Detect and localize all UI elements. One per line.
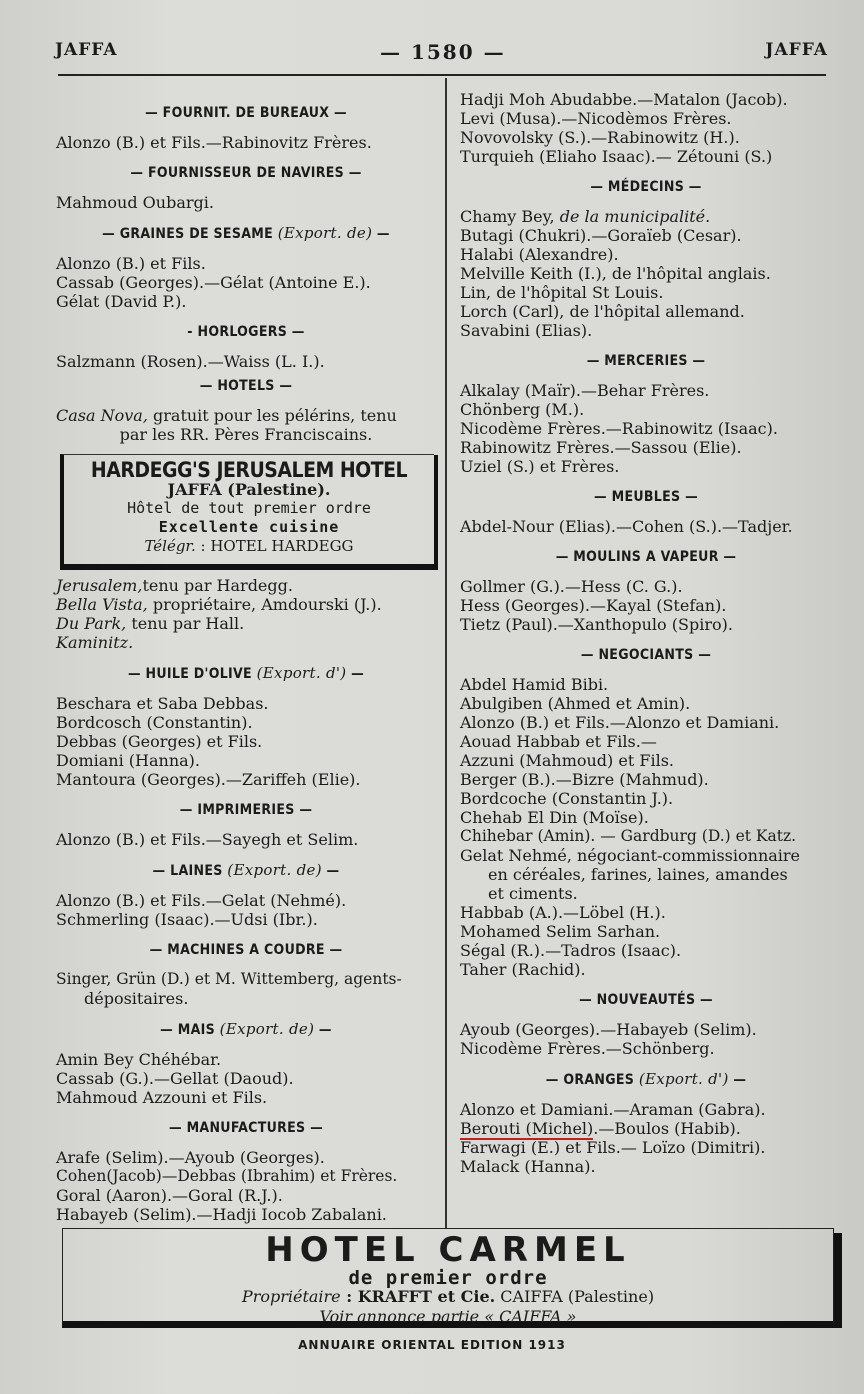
hotel-carmel-ad — [62, 1228, 834, 1328]
ad-cuisine: Excellente cuisine — [158, 518, 340, 536]
entry-line: Domiani (Hanna). — [56, 751, 201, 770]
section-title: — NOUVEAUTÉS — — [579, 992, 713, 1008]
entry-line: Ségal (R.).—Tadros (Isaac). — [460, 941, 682, 960]
section-subtitle: (Export. de) — [219, 1020, 315, 1038]
entry-line: Mahmoud Oubargi. — [56, 193, 214, 212]
entry-text: propriétaire, Amdourski (J.). — [147, 595, 382, 614]
ad-telegraph — [64, 537, 434, 556]
entry-line: Rabinowitz Frères.—Sassou (Elie). — [460, 438, 742, 457]
section-title: — IMPRIMERIES — — [179, 802, 313, 818]
entry-line: Schmerling (Isaac).—Udsi (Ibr.). — [56, 910, 318, 929]
ad-shadow-bar — [834, 1233, 842, 1328]
entry-text: Chamy Bey, — [460, 207, 555, 226]
entry-line: Nicodème Frères.—Rabinowitz (Isaac). — [460, 419, 778, 438]
entry-line — [56, 633, 436, 652]
section-title: — MÉDECINS — — [590, 179, 702, 195]
entry-line — [460, 207, 832, 226]
entry-line: Bordcoche (Constantin J.). — [460, 789, 674, 808]
entry-line: Alonzo (B.) et Fils. — [56, 254, 206, 273]
entry-line: Levi (Musa).—Nicodèmos Frères. — [460, 109, 732, 128]
ad-owner-line — [63, 1287, 833, 1307]
section-dash: — — [728, 1072, 747, 1088]
entry-line: Beschara et Saba Debbas. — [56, 694, 269, 713]
section-title: — MACHINES A COUDRE — — [149, 942, 343, 958]
section-dash: — — [321, 863, 340, 879]
ad-tagline: Hôtel de tout premier ordre — [127, 499, 371, 517]
entry-line: Novovolsky (S.).—Rabinowitz (H.). — [460, 128, 740, 147]
entry-line: Savabini (Elias). — [460, 321, 593, 340]
ad-title: HARDEGG'S JERUSALEM HOTEL — [90, 458, 408, 482]
entry-line: Turquieh (Eliaho Isaac).— Zétouni (S.) — [460, 147, 773, 166]
entry-line: Berger (B.).—Bizre (Mahmud). — [460, 770, 709, 789]
entry-line: Habayeb (Selim).—Hadji Iocob Zabalani. — [56, 1205, 387, 1224]
entry-line: et ciments. — [488, 884, 578, 903]
entry-line: Tietz (Paul).—Xanthopulo (Spiro). — [460, 615, 733, 634]
entry-line — [56, 595, 436, 614]
ad-title: HOTEL CARMEL — [265, 1230, 631, 1270]
section-title: — MANUFACTURES — — [168, 1120, 323, 1136]
entry-line: Lin, de l'hôpital St Louis. — [460, 283, 664, 302]
ad-shadow-bar — [434, 455, 438, 570]
entry-line — [460, 1119, 832, 1138]
entry-line: Alkalay (Maïr).—Behar Frères. — [460, 381, 710, 400]
entry-line: Cassab (Georges).—Gélat (Antoine E.). — [56, 273, 371, 292]
entry-text: .—Boulos (Habib). — [593, 1119, 741, 1138]
section-title-text: — LAINES — [152, 863, 223, 879]
section-title: — FOURNIT. DE BUREAUX — — [145, 105, 347, 121]
entry-line: par les RR. Pères Franciscains. — [119, 425, 373, 444]
entry-note: de la municipalité. — [554, 207, 711, 226]
entry-text: gratuit pour les pélérins, tenu — [147, 406, 397, 425]
entry-line: Hess (Georges).—Kayal (Stefan). — [460, 596, 727, 615]
highlighted-name: Berouti (Michel) — [460, 1119, 594, 1138]
section-title — [56, 664, 436, 684]
section-subtitle: (Export. de) — [227, 861, 322, 879]
right-column — [460, 90, 832, 1176]
header-rule — [58, 74, 826, 76]
entry-line: Uziel (S.) et Frères. — [460, 457, 620, 476]
entry-line: Hadji Moh Abudabbe.—Matalon (Jacob). — [460, 90, 788, 109]
section-title: — MEUBLES — — [594, 489, 698, 505]
entry-text: tenu par Hall. — [126, 614, 245, 633]
hardegg-hotel-ad — [60, 454, 434, 570]
hotel-name: Du Park, — [56, 614, 127, 633]
entry-line: dépositaires. — [84, 989, 189, 1008]
entry-line: Alonzo (B.) et Fils.—Alonzo et Damiani. — [460, 713, 780, 732]
section-title: — NEGOCIANTS — — [580, 647, 712, 663]
section-subtitle: (Export. d') — [256, 664, 347, 682]
ad-owner-label: Propriétaire — [241, 1287, 341, 1306]
entry-line: Abdel-Nour (Elias).—Cohen (S.).—Tadjer. — [460, 517, 793, 536]
entry-line: Chönberg (M.). — [460, 400, 585, 419]
entry-line: Ayoub (Georges).—Habayeb (Selim). — [460, 1020, 757, 1039]
entry-line: Mahmoud Azzouni et Fils. — [56, 1088, 268, 1107]
entry-line: Singer, Grün (D.) et M. Wittemberg, agents- — [56, 970, 402, 988]
section-title-text: — MAIS — [160, 1022, 215, 1038]
entry-line: Arafe (Selim).—Ayoub (Georges). — [56, 1148, 325, 1167]
left-column — [56, 92, 436, 1224]
entry-line: Halabi (Alexandre). — [460, 245, 619, 264]
entry-line: Chehab El Din (Moïse). — [460, 808, 649, 827]
ad-telegraph-value: : HOTEL HARDEGG — [195, 537, 354, 555]
ad-telegraph-label: Télégr. — [144, 537, 196, 555]
section-dash: — — [372, 226, 390, 242]
ad-location: JAFFA (Palestine). — [167, 480, 331, 499]
section-dash: — — [346, 666, 365, 682]
entry-line: Lorch (Carl), de l'hôpital allemand. — [460, 302, 745, 321]
entry-line: Goral (Aaron).—Goral (R.J.). — [56, 1186, 283, 1205]
section-dash: — — [314, 1022, 332, 1038]
entry-line: Amin Bey Chéhébar. — [56, 1050, 222, 1069]
entry-line: Gollmer (G.).—Hess (C. G.). — [460, 577, 683, 596]
entry-line: Cohen(Jacob)—Debbas (Ibrahim) et Frères. — [56, 1167, 398, 1185]
entry-line: Debbas (Georges) et Fils. — [56, 732, 263, 751]
header-left: JAFFA — [55, 40, 118, 60]
entry-line: Chihebar (Amin). — Gardburg (D.) et Katz. — [460, 827, 797, 845]
entry-line: Bordcosch (Constantin). — [56, 713, 253, 732]
section-title: — HOTELS — — [199, 378, 293, 394]
entry-line: Mohamed Selim Sarhan. — [460, 922, 661, 941]
entry-line: Cassab (G.).—Gellat (Daoud). — [56, 1069, 294, 1088]
entry-line: Alonzo et Damiani.—Araman (Gabra). — [460, 1100, 766, 1119]
hotel-name: Bella Vista, — [56, 595, 148, 614]
header-right: JAFFA — [765, 40, 828, 60]
entry-line: Abulgiben (Ahmed et Amin). — [460, 694, 691, 713]
entry-line: Alonzo (B.) et Fils.—Gelat (Nehmé). — [56, 891, 347, 910]
page-number: — 1580 — — [380, 40, 506, 64]
section-title — [460, 1070, 832, 1090]
section-title: — MERCERIES — — [586, 353, 706, 369]
section-title: - HORLOGERS — — [187, 324, 305, 340]
column-divider — [445, 78, 447, 1228]
entry-line: Farwagi (E.) et Fils.— Loïzo (Dimitri). — [460, 1138, 766, 1157]
entry-text: tenu par Hardegg. — [142, 576, 293, 595]
entry-line: Taher (Rachid). — [460, 960, 586, 979]
hotel-name: Jerusalem, — [56, 576, 143, 595]
section-title-text: — GRAINES DE SESAME — [102, 226, 273, 242]
ad-tagline: de premier ordre — [348, 1267, 548, 1289]
footer: ANNUAIRE ORIENTAL EDITION 1913 — [298, 1338, 566, 1352]
entry-line: Salzmann (Rosen).—Waiss (L. I.). — [56, 352, 325, 371]
section-title: — MOULINS A VAPEUR — — [555, 549, 737, 565]
section-title-text: — HUILE D'OLIVE — [127, 666, 252, 682]
entry-line — [56, 576, 436, 595]
entry-line: Azzuni (Mahmoud) et Fils. — [460, 751, 674, 770]
entry-line: en céréales, farines, laines, amandes — [488, 865, 788, 884]
entry-line: Alonzo (B.) et Fils.—Sayegh et Selim. — [56, 830, 359, 849]
entry-line — [56, 406, 436, 425]
section-title — [56, 224, 436, 244]
section-title-text: — ORANGES — [545, 1072, 635, 1088]
entry-line: Malack (Hanna). — [460, 1157, 596, 1176]
entry-line: Nicodème Frères.—Schönberg. — [460, 1039, 715, 1058]
section-title — [56, 1020, 436, 1040]
entry-line: Aouad Habbab et Fils.— — [460, 732, 657, 751]
section-subtitle: (Export. de) — [277, 224, 373, 242]
entry-line: Mantoura (Georges).—Zariffeh (Elie). — [56, 770, 361, 789]
section-title — [56, 861, 436, 881]
entry-line: Gélat (David P.). — [56, 292, 187, 311]
entry-line — [56, 614, 436, 633]
section-subtitle: (Export. d') — [638, 1070, 729, 1088]
entry-line: Gelat Nehmé, négociant-commissionnaire — [460, 846, 801, 865]
entry-line: Habbab (A.).—Löbel (H.). — [460, 903, 666, 922]
hotel-name: Kaminitz. — [56, 633, 134, 652]
ad-owner-city: CAIFFA (Palestine) — [495, 1287, 655, 1306]
ad-reference: Voir annonce partie « CAIFFA » — [319, 1307, 577, 1326]
section-title: — FOURNISSEUR DE NAVIRES — — [130, 165, 362, 181]
hotel-name: Casa Nova, — [56, 406, 148, 425]
entry-line: Butagi (Chukri).—Goraïeb (Cesar). — [460, 226, 742, 245]
entry-line: Alonzo (B.) et Fils.—Rabinovitz Frères. — [56, 133, 372, 152]
entry-line: Melville Keith (I.), de l'hôpital anglais. — [460, 264, 771, 283]
entry-line: Abdel Hamid Bibi. — [460, 675, 609, 694]
ad-owner-name: : KRAFFT et Cie. — [340, 1287, 496, 1306]
